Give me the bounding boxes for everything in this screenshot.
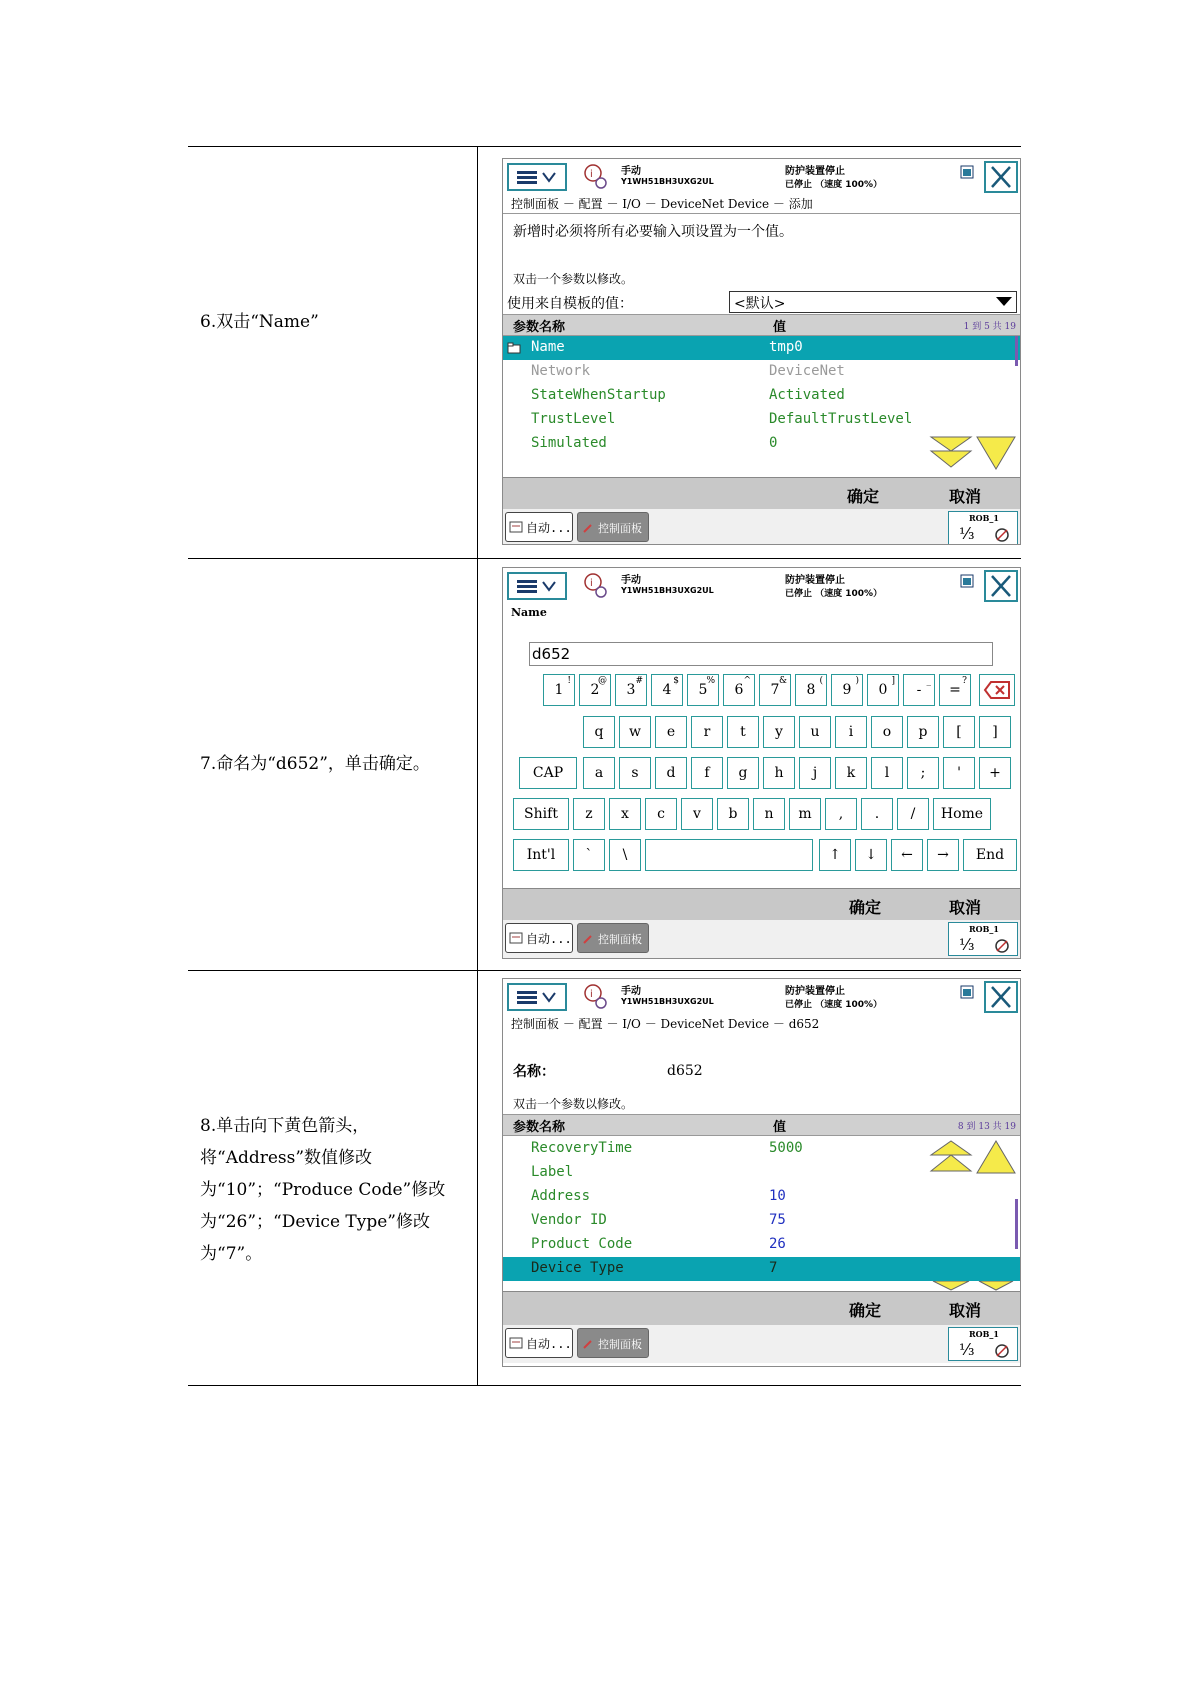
param-row[interactable]: [503, 1209, 1020, 1233]
keyboard-key[interactable]: [871, 757, 903, 789]
scroll-up-arrow-icon[interactable]: [975, 1139, 1017, 1175]
key-label: ,: [838, 806, 844, 822]
param-value: 0: [769, 435, 778, 451]
backspace-icon: [983, 680, 1011, 700]
taskbar-control-panel-button[interactable]: [577, 512, 649, 542]
status-header: [503, 159, 1020, 193]
menu-icon: [509, 574, 565, 598]
key-shift-label: _: [926, 676, 931, 686]
quickset-button[interactable]: [948, 511, 1018, 545]
flexpendant-screen-device-params: [502, 978, 1021, 1367]
key-label: w: [629, 724, 641, 740]
param-row[interactable]: [503, 336, 1020, 360]
scrollbar-thumb[interactable]: [1015, 336, 1018, 366]
key-shift-label: (: [819, 676, 823, 686]
keyboard-key[interactable]: [645, 798, 677, 830]
template-label: 使用来自模板的值：: [507, 296, 633, 312]
hint-text: 双击一个参数以修改。: [513, 1097, 634, 1111]
keyboard-key[interactable]: [763, 716, 795, 748]
param-value: tmp0: [769, 339, 803, 355]
taskbar-auto-label: 自动...: [526, 1337, 572, 1351]
step-8-text: 8.单击向下黄色箭头，将“Address”数值修改为“10”；“Produce Code”修改为“26”；“Device Type”修改为“7”。: [200, 1116, 446, 1264]
wrench-icon: [582, 933, 594, 945]
key-label: r: [703, 724, 711, 740]
key-shift-label: ): [855, 676, 859, 686]
close-icon: [986, 163, 1016, 191]
keyboard-key[interactable]: [691, 716, 723, 748]
table-top-border: [188, 146, 1021, 147]
key-shift-label: ?: [962, 676, 967, 686]
auto-icon: [509, 1337, 523, 1349]
main-menu-button[interactable]: [507, 572, 567, 600]
speed-fraction: ⅓: [959, 524, 975, 543]
keyboard-key[interactable]: [939, 674, 971, 706]
field-label: Name: [511, 606, 547, 619]
key-label: a: [594, 765, 604, 781]
table-row-divider: [188, 558, 1021, 559]
ok-button[interactable]: 确定: [849, 1301, 882, 1320]
page-range: 8 到 13 共 19: [957, 1122, 1016, 1132]
speed-status: 已停止 （速度 100%）: [785, 180, 883, 190]
taskbar: [503, 920, 1020, 958]
param-name: StateWhenStartup: [531, 387, 666, 403]
arrow-left-key[interactable]: [891, 839, 923, 871]
key-label: t: [740, 724, 746, 740]
step-6-text: 6.双击“Name”: [200, 312, 319, 332]
key-label: /: [910, 806, 916, 822]
keyboard-key[interactable]: [903, 674, 935, 706]
col-value-header: 值: [773, 1120, 787, 1135]
table-bottom-border: [188, 1385, 1021, 1386]
arrow-down-key[interactable]: [855, 839, 887, 871]
key-label: 9: [842, 682, 852, 698]
keyboard-key[interactable]: [727, 757, 759, 789]
param-value: DeviceNet: [769, 363, 845, 379]
flexpendant-screen-add-device: [502, 158, 1021, 545]
key-label: e: [666, 724, 676, 740]
robot-run-icon: [993, 526, 1013, 544]
keyboard-key[interactable]: [573, 839, 605, 871]
mini-window-icon[interactable]: [960, 574, 974, 588]
system-name: Y1WH51BH3UXG2UL: [621, 177, 714, 186]
keyboard-key[interactable]: [573, 798, 605, 830]
key-shift-label: !: [567, 676, 571, 686]
key-shift-label: $: [673, 676, 679, 686]
param-name: Device Type: [531, 1260, 624, 1276]
key-label: 4: [662, 682, 672, 698]
keyboard-key[interactable]: [619, 716, 651, 748]
param-row[interactable]: [503, 384, 1020, 408]
key-label: i: [848, 724, 854, 740]
taskbar-control-panel-button[interactable]: [577, 923, 649, 953]
event-log-icon[interactable]: [583, 163, 609, 189]
key-label: -: [916, 682, 922, 698]
key-shift-label: ]: [891, 676, 895, 686]
column-header: [503, 314, 1020, 336]
end-key[interactable]: [963, 839, 1017, 871]
table-column-divider: [477, 146, 478, 1386]
key-label: ;: [920, 765, 926, 781]
space-key[interactable]: [645, 839, 813, 871]
keyboard-key[interactable]: [871, 716, 903, 748]
param-row[interactable]: [503, 360, 1020, 384]
cancel-button[interactable]: 取消: [949, 1301, 982, 1320]
param-value: Activated: [769, 387, 845, 403]
param-name: RecoveryTime: [531, 1140, 633, 1156]
keyboard-key[interactable]: [835, 757, 867, 789]
name-input-value: d652: [532, 645, 571, 663]
notice-text: 新增时必须将所有必要输入项设置为一个值。: [513, 224, 793, 240]
intl-key[interactable]: [513, 839, 569, 871]
taskbar-panel-label: 控制面板: [598, 933, 642, 946]
main-menu-button[interactable]: [507, 983, 567, 1011]
status-header: [503, 568, 1020, 602]
close-icon: [986, 983, 1016, 1011]
key-label: 6: [734, 682, 744, 698]
keyboard-key[interactable]: [979, 757, 1011, 789]
wrench-icon: [582, 522, 594, 534]
key-label: +: [989, 765, 1001, 781]
key-shift-label: #: [635, 676, 643, 686]
taskbar: [503, 509, 1020, 545]
chevron-down-icon: [996, 297, 1012, 307]
taskbar-auto-button[interactable]: [505, 512, 573, 542]
mini-window-icon[interactable]: [960, 985, 974, 999]
dialog-footer: [503, 888, 1020, 924]
cancel-button[interactable]: 取消: [949, 898, 982, 917]
device-name-value: d652: [667, 1063, 703, 1079]
taskbar-control-panel-button[interactable]: [577, 1328, 649, 1358]
backspace-key[interactable]: [979, 674, 1015, 706]
key-label: f: [704, 765, 710, 781]
guard-status: 防护装置停止: [785, 166, 845, 177]
key-label: 1: [554, 682, 564, 698]
folder-icon: [507, 342, 521, 354]
name-input[interactable]: [529, 642, 993, 666]
cancel-button[interactable]: 取消: [949, 487, 982, 506]
caps-lock-key[interactable]: [519, 757, 577, 789]
page-range: 1 到 5 共 19: [963, 322, 1016, 332]
close-icon: [986, 572, 1016, 600]
key-label: z: [585, 806, 593, 822]
keyboard-key[interactable]: [795, 674, 827, 706]
taskbar: [503, 1325, 1020, 1363]
keyboard-key[interactable]: [579, 674, 611, 706]
keyboard-key[interactable]: [763, 757, 795, 789]
param-name: Vendor ID: [531, 1212, 607, 1228]
svg-text:i: i: [590, 169, 593, 180]
keyboard-key[interactable]: [609, 798, 641, 830]
taskbar-auto-button[interactable]: [505, 1328, 573, 1358]
param-name: Name: [531, 339, 565, 355]
device-name-label: 名称：: [513, 1064, 555, 1080]
svg-text:i: i: [590, 578, 593, 589]
key-label: m: [798, 806, 812, 822]
param-name: Network: [531, 363, 591, 379]
speed-fraction: ⅓: [959, 1340, 975, 1359]
key-label: n: [764, 806, 774, 822]
arrow-right-key[interactable]: [927, 839, 959, 871]
key-shift-label: &: [778, 676, 787, 686]
status-header: [503, 979, 1020, 1013]
key-label: .: [874, 806, 880, 822]
param-row[interactable]: [503, 1257, 1020, 1281]
col-name-header: 参数名称: [513, 1120, 566, 1135]
param-name: Simulated: [531, 435, 607, 451]
keyboard-key[interactable]: [943, 757, 975, 789]
step-7-text: 7.命名为“d652”，单击确定。: [200, 754, 430, 774]
taskbar-auto-label: 自动...: [526, 932, 572, 946]
keyboard-key[interactable]: [583, 757, 615, 789]
divider: [503, 213, 1020, 214]
keyboard-key[interactable]: [717, 798, 749, 830]
key-label: 7: [770, 682, 780, 698]
key-label: 0: [878, 682, 888, 698]
taskbar-panel-label: 控制面板: [598, 522, 642, 535]
key-label: c: [657, 806, 665, 822]
key-shift-label: @: [598, 676, 607, 686]
guard-status: 防护装置停止: [785, 986, 845, 997]
keyboard-key[interactable]: [619, 757, 651, 789]
robot-run-icon: [993, 937, 1013, 955]
speed-status: 已停止 （速度 100%）: [785, 589, 883, 599]
key-shift-label: ^: [743, 676, 751, 686]
arrow-up-key[interactable]: [819, 839, 851, 871]
page-up-double-arrow-icon[interactable]: [929, 1139, 973, 1175]
close-button[interactable]: [984, 981, 1018, 1013]
keyboard-key[interactable]: [655, 757, 687, 789]
key-label: ←: [901, 847, 913, 863]
keyboard-key[interactable]: [727, 716, 759, 748]
event-log-icon[interactable]: [583, 572, 609, 598]
dialog-footer: [503, 477, 1020, 513]
auto-icon: [509, 521, 523, 533]
keyboard-key[interactable]: [691, 757, 723, 789]
col-value-header: 值: [773, 320, 787, 335]
keyboard-key[interactable]: [759, 674, 791, 706]
template-value: <默认>: [734, 296, 786, 312]
robot-run-icon: [993, 1342, 1013, 1360]
param-value: 7: [769, 1260, 778, 1276]
close-button[interactable]: [984, 570, 1018, 602]
key-label: k: [846, 765, 856, 781]
param-value: 75: [769, 1212, 786, 1228]
key-label: ': [957, 765, 961, 781]
mini-window-icon[interactable]: [960, 165, 974, 179]
scroll-down-arrow-icon[interactable]: [975, 435, 1017, 471]
template-dropdown[interactable]: [729, 291, 1017, 313]
keyboard-key[interactable]: [651, 674, 683, 706]
auto-icon: [509, 932, 523, 944]
guard-status: 防护装置停止: [785, 575, 845, 586]
table-row-divider: [188, 970, 1021, 971]
param-name: Product Code: [531, 1236, 633, 1252]
rob-label: ROB_1: [969, 924, 999, 934]
key-label: u: [810, 724, 820, 740]
keyboard-key[interactable]: [687, 674, 719, 706]
breadcrumb: 控制面板 － 配置 － I/O － DeviceNet Device － 添加: [511, 197, 813, 211]
key-label: l: [884, 765, 890, 781]
keyboard-key[interactable]: [979, 716, 1011, 748]
key-label: Int'l: [526, 847, 556, 863]
key-label: h: [774, 765, 784, 781]
home-key[interactable]: [933, 798, 991, 830]
key-label: 8: [806, 682, 816, 698]
column-header: [503, 1114, 1020, 1136]
quickset-button[interactable]: [948, 1327, 1018, 1361]
key-label: Home: [940, 806, 984, 822]
wrench-icon: [582, 1338, 594, 1350]
key-label: q: [594, 724, 604, 740]
param-value: 26: [769, 1236, 786, 1252]
keyboard-key[interactable]: [609, 839, 641, 871]
speed-status: 已停止 （速度 100%）: [785, 1000, 883, 1010]
close-button[interactable]: [984, 161, 1018, 193]
param-value: DefaultTrustLevel: [769, 411, 913, 427]
key-label: Shift: [524, 806, 558, 822]
page-down-double-arrow-icon[interactable]: [929, 435, 973, 471]
keyboard-key[interactable]: [655, 716, 687, 748]
keyboard-key[interactable]: [825, 798, 857, 830]
flexpendant-screen-keyboard: [502, 567, 1021, 959]
hint-text: 双击一个参数以修改。: [513, 272, 634, 286]
keyboard-key[interactable]: [907, 757, 939, 789]
rob-label: ROB_1: [969, 513, 999, 523]
key-label: o: [882, 724, 892, 740]
keyboard-key[interactable]: [943, 716, 975, 748]
key-label: s: [631, 765, 639, 781]
param-row[interactable]: [503, 1233, 1020, 1257]
keyboard-key[interactable]: [867, 674, 899, 706]
menu-icon: [509, 165, 565, 189]
key-label: =: [949, 682, 961, 698]
mode-text: 手动: [621, 986, 641, 997]
keyboard-key[interactable]: [681, 798, 713, 830]
keyboard-key[interactable]: [897, 798, 929, 830]
key-label: y: [775, 724, 783, 740]
param-name: TrustLevel: [531, 411, 616, 427]
key-label: 3: [626, 682, 636, 698]
keyboard-key[interactable]: [835, 716, 867, 748]
keyboard-key[interactable]: [831, 674, 863, 706]
key-label: j: [812, 765, 818, 781]
dialog-footer: [503, 1291, 1020, 1327]
ok-button[interactable]: 确定: [847, 487, 880, 506]
key-label: d: [666, 765, 676, 781]
key-label: 2: [590, 682, 600, 698]
param-row[interactable]: [503, 408, 1020, 432]
param-value: 5000: [769, 1140, 803, 1156]
keyboard-key[interactable]: [861, 798, 893, 830]
keyboard-key[interactable]: [789, 798, 821, 830]
rob-label: ROB_1: [969, 1329, 999, 1339]
menu-icon: [509, 985, 565, 1009]
system-name: Y1WH51BH3UXG2UL: [621, 997, 714, 1006]
key-label: ↑: [829, 847, 841, 863]
scrollbar-thumb[interactable]: [1015, 1199, 1018, 1249]
param-name: Address: [531, 1188, 591, 1204]
param-name: Label: [531, 1164, 574, 1180]
key-label: ↓: [865, 847, 877, 863]
key-label: CAP: [532, 765, 564, 781]
param-value: 10: [769, 1188, 786, 1204]
key-label: x: [621, 806, 629, 822]
key-label: [: [956, 724, 962, 740]
col-name-header: 参数名称: [513, 320, 566, 335]
shift-key[interactable]: [513, 798, 569, 830]
key-label: End: [975, 847, 1005, 863]
speed-fraction: ⅓: [959, 935, 975, 954]
main-menu-button[interactable]: [507, 163, 567, 191]
svg-text:i: i: [590, 989, 593, 1000]
breadcrumb: 控制面板 － 配置 － I/O － DeviceNet Device － d652: [511, 1017, 820, 1031]
keyboard-key[interactable]: [615, 674, 647, 706]
key-shift-label: %: [706, 676, 715, 686]
keyboard-key[interactable]: [799, 757, 831, 789]
mode-text: 手动: [621, 166, 641, 177]
keyboard-key[interactable]: [723, 674, 755, 706]
taskbar-auto-button[interactable]: [505, 923, 573, 953]
scroll-down-arrow-icon[interactable]: [929, 1281, 1017, 1291]
key-label: 5: [698, 682, 708, 698]
key-label: `: [585, 847, 593, 863]
system-name: Y1WH51BH3UXG2UL: [621, 586, 714, 595]
key-label: g: [738, 765, 748, 781]
keyboard-key[interactable]: [907, 716, 939, 748]
key-label: \: [622, 847, 628, 863]
key-label: ]: [992, 724, 998, 740]
key-label: b: [728, 806, 738, 822]
keyboard-key[interactable]: [543, 674, 575, 706]
event-log-icon[interactable]: [583, 983, 609, 1009]
quickset-button[interactable]: [948, 922, 1018, 956]
taskbar-auto-label: 自动...: [526, 521, 572, 535]
keyboard-key[interactable]: [583, 716, 615, 748]
keyboard-key[interactable]: [799, 716, 831, 748]
param-row[interactable]: [503, 1185, 1020, 1209]
ok-button[interactable]: 确定: [849, 898, 882, 917]
keyboard-key[interactable]: [753, 798, 785, 830]
key-label: v: [693, 806, 701, 822]
key-label: →: [937, 847, 949, 863]
key-label: p: [918, 724, 928, 740]
mode-text: 手动: [621, 575, 641, 586]
taskbar-panel-label: 控制面板: [598, 1338, 642, 1351]
